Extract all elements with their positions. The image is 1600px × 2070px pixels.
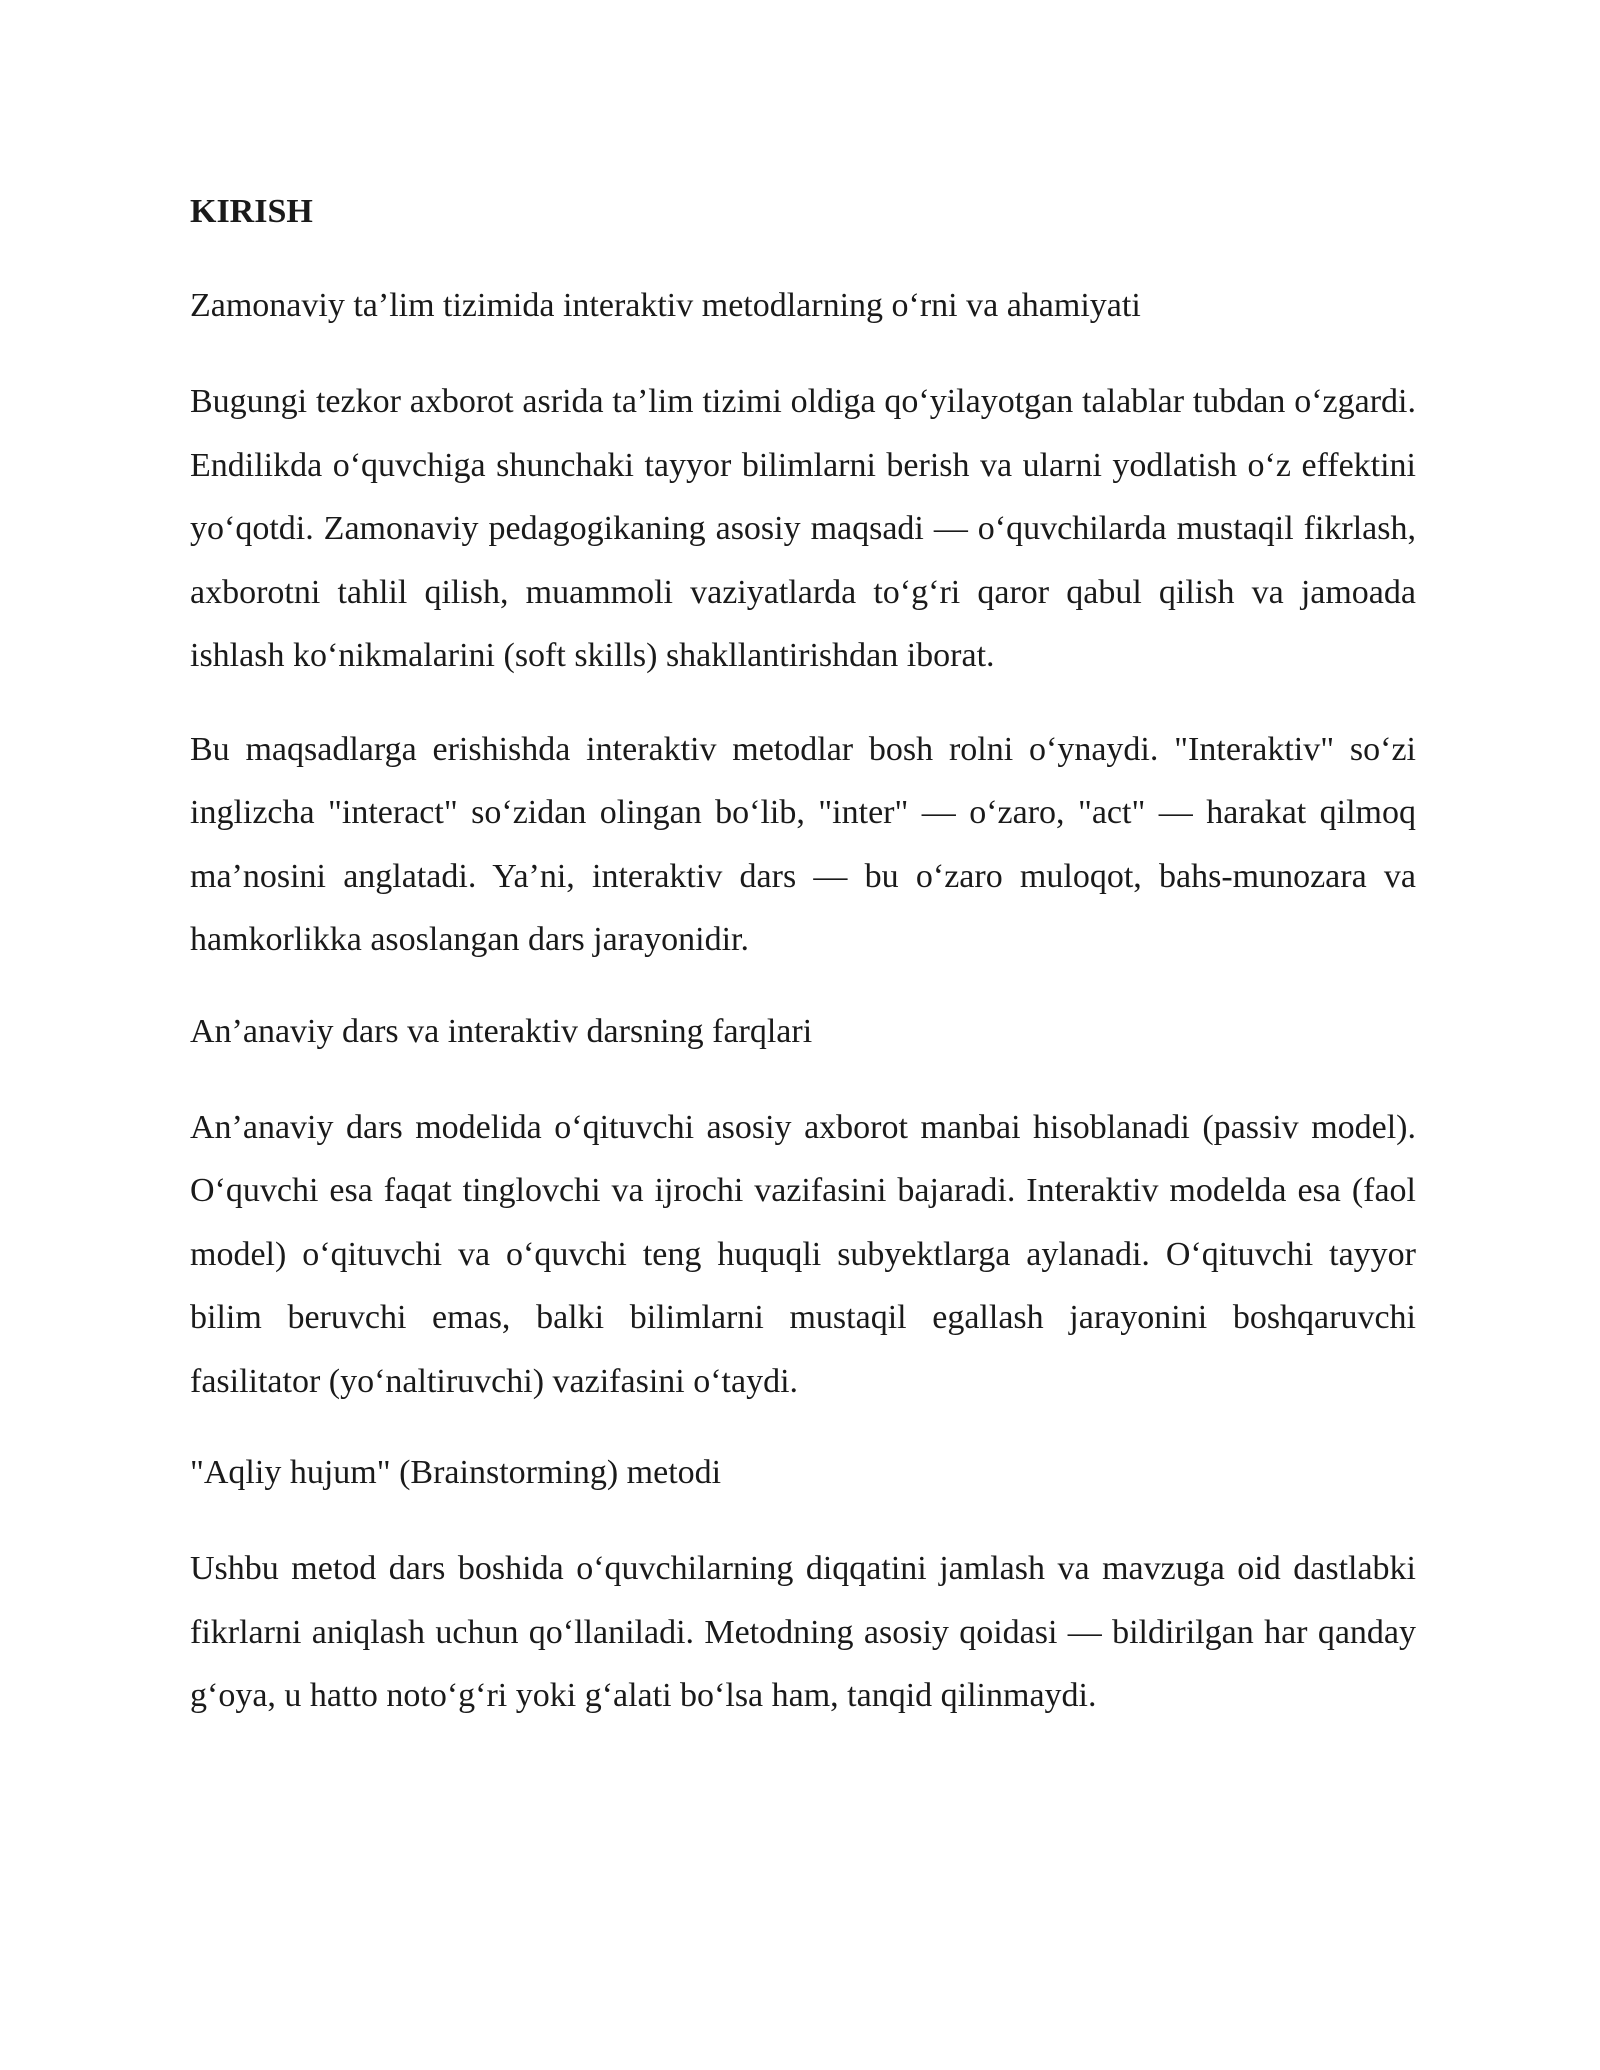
section-subheading: An’anaviy dars va interaktiv darsning farqlari: [190, 1012, 813, 1050]
paragraph: Ushbu metod dars boshida o‘quvchilarning diqqatini jamlash va mavzuga oid dastlabki fikrlarni aniqlash uchun qo‘llaniladi. Metodning asosiy qoidasi — bildirilgan har qanday g‘oya, u hatto noto‘g‘ri yoki g‘alati bo‘lsa ham, tanqid qilinmaydi.: [190, 1550, 1416, 1714]
paragraph: Bu maqsadlarga erishishda interaktiv metodlar bosh rolni o‘ynaydi. "Interaktiv" so‘zi inglizcha "interact" so‘zidan olingan bo‘lib, "inter" — o‘zaro, "act" — harakat qilmoq ma’nosini anglatadi. Ya’ni, interaktiv dars — bu o‘zaro muloqot, bahs-munozara va hamkorlikka asoslangan dars jarayonidir.: [190, 730, 1416, 958]
section-subheading: "Aqliy hujum" (Brainstorming) metodi: [190, 1454, 722, 1491]
document-body: [190, 182, 1416, 1758]
document-heading: KIRISH: [190, 193, 313, 230]
section-subheading: Zamonaviy ta’lim tizimida interaktiv metodlarning o‘rni va ahamiyati: [190, 287, 1141, 324]
paragraph: Bugungi tezkor axborot asrida ta’lim tizimi oldiga qo‘yilayotgan talablar tubdan o‘zgardi. Endilikda o‘quvchiga shunchaki tayyor bilimlarni berish va ularni yodlatish o‘z effektini yo‘qotdi. Zamonaviy pedagogikaning asosiy maqsadi — o‘quvchilarda mustaqil fikrlash, axborotni tahlil qilish, muammoli vaziyatlarda to‘g‘ri qaror qabul qilish va jamoada ishlash ko‘nikmalarini (soft skills) shakllantirishdan iborat.: [190, 383, 1416, 674]
paragraph: An’anaviy dars modelida o‘qituvchi asosiy axborot manbai hisoblanadi (passiv model). O‘quvchi esa faqat tinglovchi va ijrochi vazifasini bajaradi. Interaktiv modelda esa (faol model) o‘qituvchi va o‘quvchi teng huquqli subyektlarga aylanadi. O‘qituvchi tayyor bilim beruvchi emas, balki bilimlarni mustaqil egallash jarayonini boshqaruvchi fasilitator (yo‘naltiruvchi) vazifasini o‘taydi.: [190, 1108, 1416, 1400]
